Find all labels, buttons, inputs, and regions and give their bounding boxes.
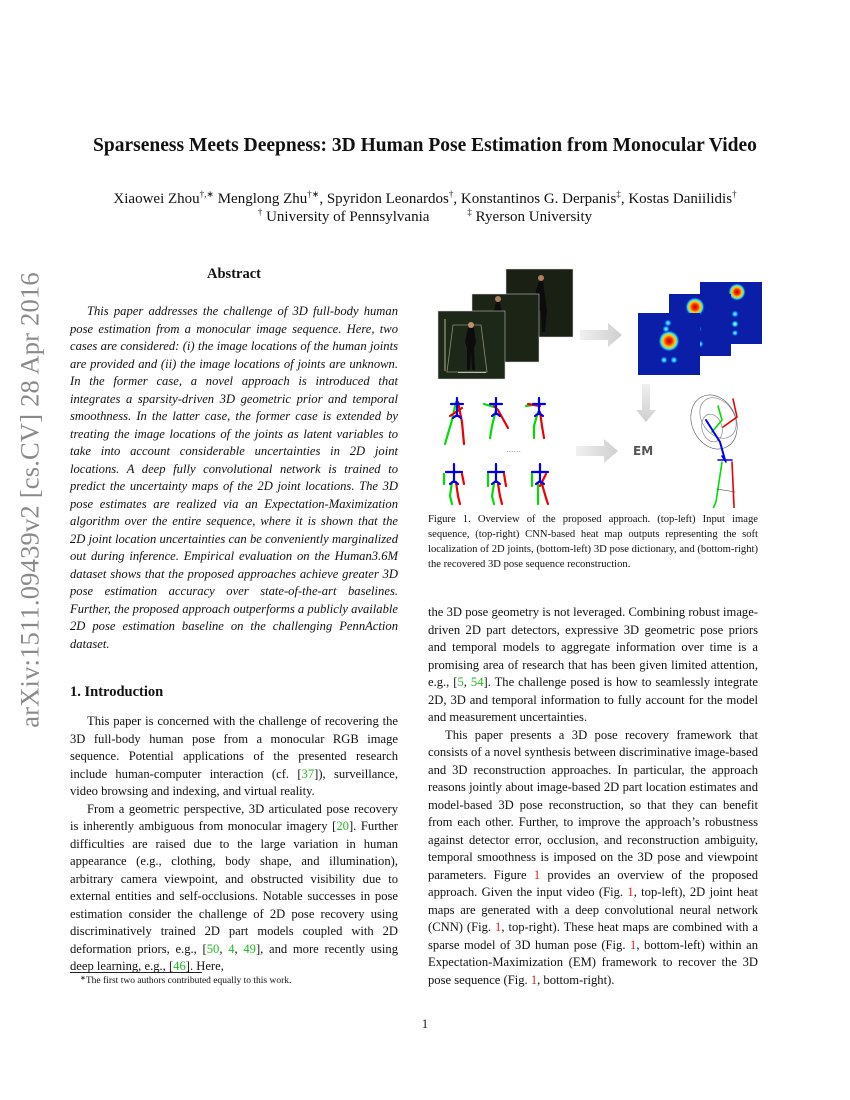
author-name: Kostas Daniilidis [628, 191, 733, 207]
author-sep: , [453, 191, 461, 207]
author-sep: , [319, 191, 327, 207]
arrow-right-icon [576, 439, 618, 463]
citation-link[interactable]: 37 [301, 766, 315, 781]
footnote-mark: ∗ [80, 974, 86, 982]
arxiv-stamp [10, 272, 50, 728]
abstract-text: This paper addresses the challenge of 3D full-body human pose estimation from a monocular image sequence. Here, two cases are considered: (i) the image locations of the human joints are provided and (ii) the image locations of joints are unknown. In the former case, a novel approach is introduced that integrates a sparsity-driven 3D geometric prior and temporal smoothness. In the latter case, the former case is extended by treating the image locations of the joints as latent variables to take into account considerable uncertainties in 2D joint locations. A deep fully convolutional network is trained to predict the uncertainty maps of the 2D joint locations. The 3D pose estimates are realized via an Expectation-Maximization algorithm over the entire sequence, where it is shown that the 2D joint location uncertainties can be conveniently marginalized out during inference. Empirical evaluation on the Human3.6M dataset shows that the proposed approaches achieve greater 3D pose estimation accuracy over state-of-the-art baselines. Further, the proposed approach outperforms a publicly available 2D pose estimation baseline on the challenging PennAction dataset. [70, 304, 398, 651]
affiliation-mark: † [257, 207, 263, 217]
author-name: Xiaowei Zhou [113, 191, 200, 207]
footnote [80, 976, 291, 986]
abstract-heading: Abstract [207, 266, 261, 282]
citation-link[interactable]: 5 [457, 675, 464, 689]
author-mark: †∗ [307, 189, 320, 199]
pose-dictionary [444, 398, 548, 504]
body-paragraph: the 3D pose geometry is not leveraged. Combining robust image-driven 2D part detectors, expressive 3D geometric pose priors and temporal models to aggregate information over time is a promising area of research that has been given limited attention, e.g., [5, 54]. The challenge posed is how to seamlessly integrate 2D, 3D and temporal information to fully account for the model and measurement uncertainties. [428, 605, 758, 724]
author-sep: , [620, 191, 629, 207]
affiliation-name: University of Pennsylvania [266, 209, 430, 225]
right-column-body [428, 604, 758, 989]
em-label: EM [633, 444, 654, 458]
citation-link[interactable]: 50 [206, 941, 220, 956]
figure-1 [428, 268, 768, 508]
abstract-body [70, 303, 398, 653]
ellipsis-dots: ...... [506, 444, 522, 454]
footnote-rule [70, 972, 202, 973]
intro-paragraph: From a geometric perspective, 3D articulated pose recovery is inherently ambiguous from monocular imagery [20]. Further difficulties are raised due to the large variation in human appearance (e.g., clothing, body shape, and illumination), arbitrary camera viewpoint, and obstructed visibility due to external entities and self-occlusions. Notable successes in pose estimation consider the challenge of 2D pose recovery using discriminatively trained 2D part models coupled with 2D deformation priors, e.g., [50, 4, 49], and more recently using deep learning, e.g., [46]. Here, [70, 801, 399, 973]
arrow-down-icon [636, 384, 656, 422]
paper-title: Sparseness Meets Deepness: 3D Human Pose Estimation from Monocular Video [93, 135, 757, 156]
arxiv-stamp-text: arXiv:1511.09439v2 [cs.CV] 28 Apr 2016 [14, 272, 45, 728]
arrow-right-icon [580, 323, 622, 347]
author-mark: ‡ [616, 189, 621, 199]
body-paragraph: This paper presents a 3D pose recovery framework that consists of a novel synthesis between discriminative image-based and 3D reconstruction approaches. In particular, the approach reasons jointly about image-based 2D part location estimates and model-based 3D pose reconstruction, so that they can benefit from each other. Further, to improve the approach’s robustness against detector error, occlusion, and reconstruction ambiguity, temporal smoothness is imposed on the 3D pose and viewpoint parameters. Figure 1 provides an overview of the proposed approach. Given the input video (Fig. 1, top-left), 2D joint heat maps are generated with a deep convolutional neural network (CNN) (Fig. 1, top-right). These heat maps are combined with a sparse model of 3D human pose (Fig. 1, bottom-left) within an Expectation-Maximization (EM) framework to recover the 3D pose sequence (Fig. 1, bottom-right). [428, 727, 759, 987]
affiliations [0, 209, 850, 226]
figure-caption: Figure 1. Overview of the proposed approach. (top-left) Input image sequence, (top-right) CNN-based heat map outputs representing the soft localization of 2D joints, (bottom-left) 3D pose dictionary, and (bottom-right) the recovered 3D pose sequence reconstruction. [428, 514, 758, 570]
affiliation-mark: ‡ [467, 207, 472, 217]
heat-map-outputs [638, 282, 762, 375]
citation-link[interactable]: 49 [243, 941, 256, 956]
intro-paragraph: This paper is concerned with the challenge of recovering the 3D full-body human pose from a monocular RGB image sequence. Potential applications of the presented research include human-computer interaction (cf. [37]), surveillance, video browsing and indexing, and virtual reality. [70, 714, 398, 798]
figure-ref-link[interactable]: 1 [627, 885, 634, 899]
citation-link[interactable]: 54 [470, 675, 484, 689]
citation-link[interactable]: 20 [336, 819, 349, 833]
page-number: 1 [421, 1017, 429, 1031]
figure-ref-link[interactable]: 1 [530, 972, 538, 987]
author-name: Menglong Zhu [217, 191, 308, 207]
figure-ref-link[interactable]: 1 [630, 937, 637, 952]
3d-pose-reconstruction [682, 387, 746, 508]
intro-heading: 1. Introduction [70, 684, 164, 700]
author-list [0, 189, 850, 209]
author-name: Spyridon Leonardos [326, 191, 449, 207]
citation-link[interactable]: 4 [228, 941, 235, 956]
author-name: Konstantinos G. Derpanis [460, 191, 617, 207]
author-mark: † [448, 189, 454, 199]
author-mark: † [732, 189, 737, 199]
author-mark: †,∗ [199, 189, 214, 199]
citation-link[interactable]: 46 [173, 959, 186, 973]
input-image-sequence [438, 269, 573, 379]
intro-body [70, 713, 398, 976]
footnote-text: The first two authors contributed equally to this work. [85, 976, 292, 986]
affiliation-name: Ryerson University [475, 209, 593, 225]
figure-ref-link[interactable]: 1 [533, 867, 541, 882]
figure-ref-link[interactable]: 1 [495, 920, 502, 934]
